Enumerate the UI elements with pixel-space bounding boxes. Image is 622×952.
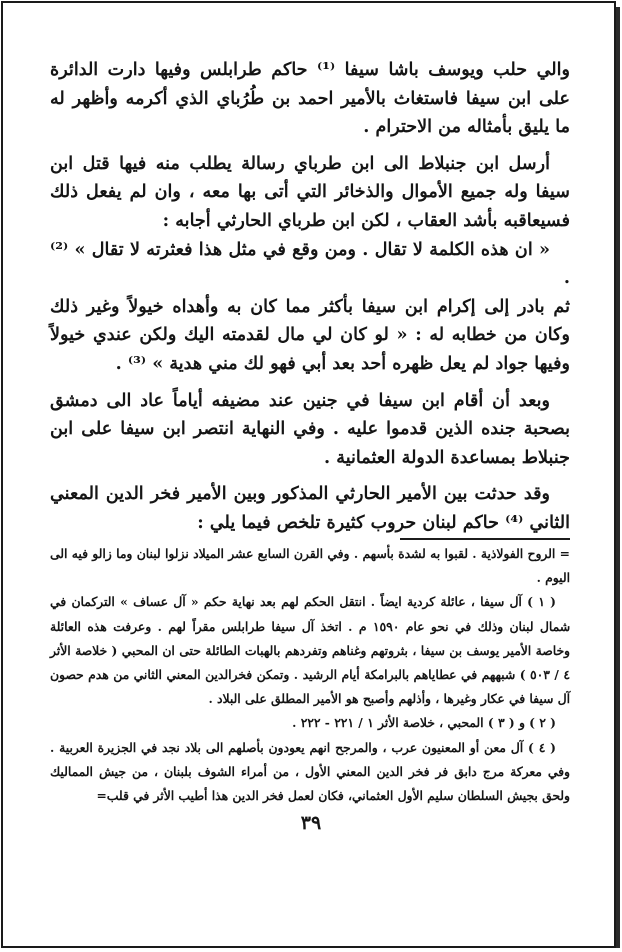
footnotes [50, 542, 570, 808]
paragraph: أرسل ابن جنبلاط الى ابن طرباي رسالة يطلب منه فيها قتل ابن سيفا وله جميع الأموال والذخائر التي أتى بها معه ، وان لم يفعل ذلك فسيعاقبه بأشد العقاب ، لكن ابن طرباي الحارثي أجابه : [50, 152, 570, 231]
footnote: ( ٢ ) و ( ٣ ) المحبي ، خلاصة الأثر ١ / ٢٢١ - ٢٢٢ . [292, 715, 556, 731]
paragraph: « ان هذه الكلمة لا تقال . ومن وقع في مثل هذا فعثرته لا تقال » ⁽²⁾ . [50, 238, 570, 289]
paragraph: والي حلب ويوسف باشا سيفا ⁽¹⁾ حاكم طرابلس وفيها دارت الدائرة على ابن سيفا فاستغاث بالأمير احمد بن طُرُباي الذي أكرمه وأظهر له ما يليق بأمثاله من الاحترام . [50, 59, 570, 138]
main-text [50, 56, 570, 538]
paragraph: ثم بادر إلى إكرام ابن سيفا بأكثر مما كان به وأهداه خيولاً وغير ذلك وكان من خطابه له : « لو كان لي مال لقدمته اليك ولكن عندي خيولاً وفيها جواد لم يعل ظهره أحد بعد أبي فهو لك مني هدية » ⁽³⁾ . [50, 295, 570, 374]
paragraph: وقد حدثت بين الأمير الحارثي المذكور وبين الأمير فخر الدين المعني الثاني ⁽⁴⁾ حاكم لبنان حروب كثيرة تلخص فيما يلي : [50, 483, 570, 533]
footnote-divider [400, 538, 570, 540]
footnote: ( ٤ ) آل معن أو المعنيون عرب ، والمرجح انهم يعودون بأصلهم الى بلاد نجد في الجزيرة العربية . وفي معركة مرج دابق فر فخر الدين المعني الأول ، من أمراء الشوف بلبنان ، من جيش المماليك ولحق بجيش السلطان سليم الأول العثماني، فكان لعمل فخر الدين هذا أطيب الأثر في قلب= [50, 739, 570, 804]
page-number: ٣٩ [300, 812, 322, 834]
footnote: = الروح الفولاذية . لقبوا به لشدة بأسهم . وفي القرن السابع عشر الميلاد نزلوا لبنان وما زالو فيه الى اليوم . [50, 546, 570, 586]
paragraph: وبعد أن أقام ابن سيفا في جنين عند مضيفه أياماً عاد الى دمشق بصحبة جنده الذين قدموا عليه . وفي النهاية انتصر ابن سيفا على ابن جنبلاط بمساعدة الدولة العثمانية . [50, 389, 570, 468]
footnote: ( ١ ) آل سيفا ، عائلة كردية ايضاً . انتقل الحكم لهم بعد نهاية حكم « آل عساف » التركمان في شمال لبنان وذلك في نحو عام ١٥٩٠ م . اتخذ آل سيفا طرابلس مقراً لهم . وعرفت هذه العائلة وخاصة الأمير يوسف بن سيفا ، بثروتهم وغناهم وتفردهم بالهبات الطائلة حتى ان المحبي ( خلاصة الأثر ٤ / ٥٠٣ ) شبههم في عطاياهم بالبرامكة أيام الرشيد . وتمكن فخرالدين المعني الثاني من هدم حصون آل سيفا في عكار وغيرها ، وأذلهم وأصبح هو الأمير المطلق على البلاد . [50, 594, 570, 707]
